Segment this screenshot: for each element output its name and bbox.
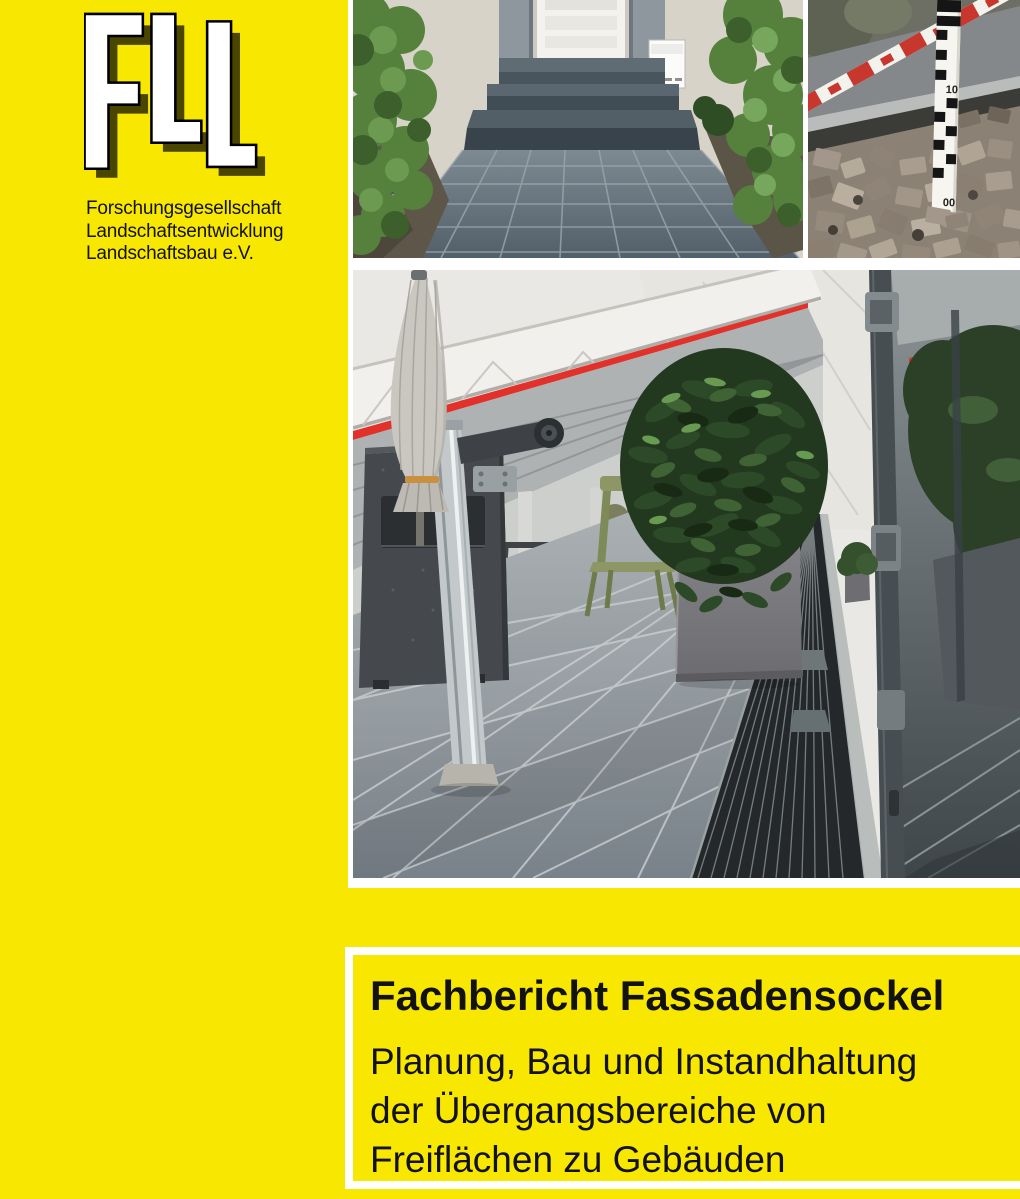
- subtitle-line: der Übergangsbereiche von: [370, 1090, 827, 1131]
- title-box: [353, 955, 1020, 1181]
- org-line: Landschaftsbau e.V.: [86, 243, 254, 264]
- glass-facade: [865, 270, 1020, 878]
- report-title: Fachbericht Fassadensockel: [370, 972, 945, 1019]
- photo-plaza-facade: [353, 270, 1020, 878]
- organization-name: [86, 198, 283, 266]
- photo-house-entrance: [353, 0, 803, 258]
- photo-leveling-rod: [808, 0, 1020, 258]
- rod-label-10: 10: [945, 84, 959, 97]
- subtitle-line: Freiflächen zu Gebäuden: [370, 1139, 786, 1180]
- org-line: Landschaftsentwicklung: [86, 220, 284, 242]
- org-line: Forschungsgesellschaft: [86, 198, 282, 219]
- rod-label-00: 00: [942, 196, 956, 210]
- subtitle-line: Planung, Bau und Instandhaltung: [370, 1041, 918, 1082]
- report-subtitle: [370, 1037, 1020, 1184]
- fll-logo: [84, 8, 266, 184]
